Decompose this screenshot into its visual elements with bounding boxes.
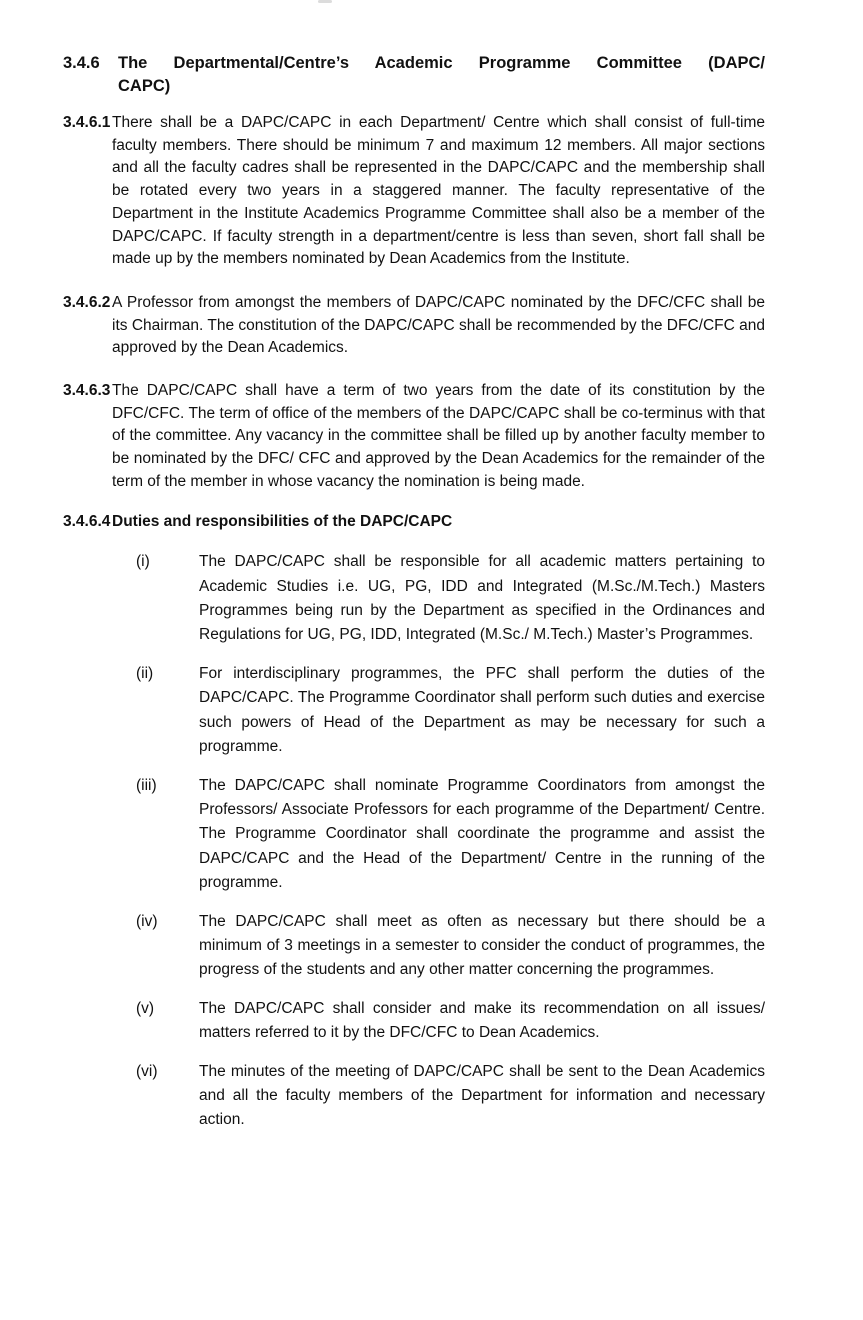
section-heading-line2: CAPC)	[118, 77, 171, 95]
section-body	[112, 511, 765, 1133]
list-item-marker: (iv)	[136, 912, 158, 930]
list-item-v	[136, 997, 765, 1046]
section-text: The DAPC/CAPC shall have a term of two years from the date of its constitution by the DFC/CFC. The term of office of the members of the DAPC/CAPC shall be co-terminus with that of the committee. Any vacancy in the committee shall be filled up by another faculty member to be nominated by the DFC/ CFC and approved by the Dean Academics for the remainder of the term of the member in whose vacancy the nomination is being made.	[112, 382, 765, 490]
list-item-text: The DAPC/CAPC shall nominate Programme Coordinators from amongst the Professors/ Associate Professors for each programme of the Department/ Centre. The Programme Coordinator shall coordinate the programme and assist the DAPC/CAPC and the Head of the Department/ Centre in the running of the programme.	[199, 776, 765, 892]
section-text: A Professor from amongst the members of DAPC/CAPC nominated by the DFC/CFC shall be its Chairman. The constitution of the DAPC/CAPC shall be recommended by the DFC/CFC and approved by the Dean Academics.	[112, 293, 765, 357]
scan-artifact-smudge	[318, 0, 332, 3]
section-3-4-6-1	[63, 112, 765, 271]
list-item-text: The DAPC/CAPC shall meet as often as necessary but there should be a minimum of 3 meetings in a semester to consider the conduct of programmes, the progress of the students and any other matter concerning the programmes.	[199, 912, 765, 979]
section-subheading: Duties and responsibilities of the DAPC/CAPC	[112, 512, 453, 530]
section-number: 3.4.6.3	[63, 382, 111, 400]
section-number: 3.4.6.1	[63, 114, 111, 131]
list-item-marker: (iii)	[136, 776, 157, 794]
list-item-marker: (vi)	[136, 1062, 158, 1080]
list-item-marker: (i)	[136, 553, 150, 571]
list-item-iii	[136, 774, 765, 896]
section-3-4-6-4	[63, 511, 765, 1133]
list-item-text: The DAPC/CAPC shall be responsible for all academic matters pertaining to Academic Studies i.e. UG, PG, IDD and Integrated (M.Sc./M.Tech.) Masters Programmes being run by the Department as specified in the Ordinances and Regulations for UG, PG, IDD, Integrated (M.Sc./ M.Tech.) Master’s Programmes.	[199, 553, 765, 644]
section-number: 3.4.6	[63, 54, 100, 72]
section-3-4-6	[63, 52, 765, 98]
section-heading-line1: The Departmental/Centre’s Academic Programme Committee (DAPC/	[118, 54, 765, 72]
section-text: There shall be a DAPC/CAPC in each Department/ Centre which shall consist of full-time faculty members. There should be minimum 7 and maximum 12 members. All major sections and all the faculty cadres shall be represented in the DAPC/CAPC and the membership shall be rotated every two years in a staggered manner. The faculty representative of the Department in the Institute Academics Programme Committee shall also be a member of the DAPC/CAPC. If faculty strength in a department/centre is less than seven, short fall shall be made up by the members nominated by Dean Academics from the Institute.	[112, 114, 765, 268]
list-item-i	[136, 550, 765, 648]
list-item-text: The DAPC/CAPC shall consider and make its recommendation on all issues/ matters referred to it by the DFC/CFC to Dean Academics.	[199, 999, 765, 1042]
section-number: 3.4.6.2	[63, 293, 111, 311]
list-item-iv	[136, 910, 765, 983]
list-item-text: For interdisciplinary programmes, the PFC shall perform the duties of the DAPC/CAPC. The Programme Coordinator shall perform such duties and exercise such powers of Head of the Department as may be necessary for such a programme.	[199, 664, 765, 756]
list-item-marker: (v)	[136, 999, 155, 1017]
section-3-4-6-3	[63, 380, 765, 494]
section-heading	[118, 52, 765, 98]
section-number: 3.4.6.4	[63, 512, 111, 530]
list-item-text: The minutes of the meeting of DAPC/CAPC shall be sent to the Dean Academics and all the faculty members of the Department for information and necessary action.	[199, 1062, 765, 1129]
list-item-marker: (ii)	[136, 664, 154, 682]
list-item-vi	[136, 1060, 765, 1133]
list-item-ii	[136, 662, 765, 760]
section-3-4-6-2	[63, 292, 765, 360]
page-content	[63, 52, 765, 1133]
